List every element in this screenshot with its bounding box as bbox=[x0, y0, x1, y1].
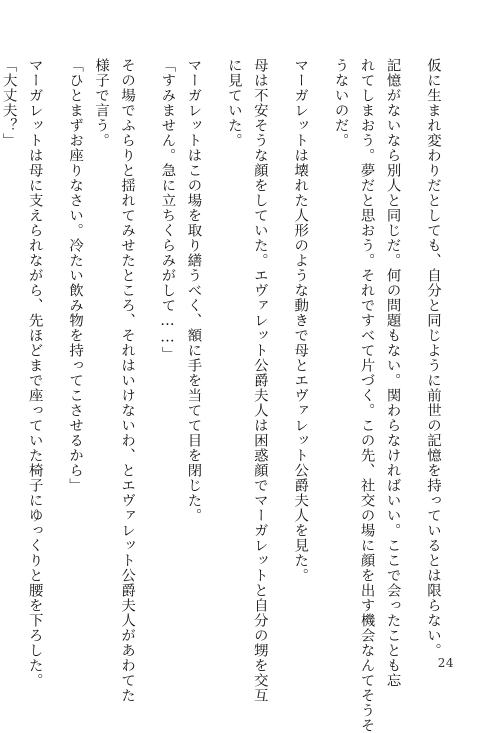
text-line: うないのだ。 bbox=[332, 58, 349, 148]
text-line: 「ひとまずお座りなさい。冷たい飲み物を持ってこさせるから」 bbox=[67, 58, 84, 493]
text-line: 記憶がないなら別人と同じだ。何の問題もない。関わらなければいい。ここで会ったことも忘 bbox=[384, 58, 401, 688]
text-line: マーガレットはこの場を取り繕うべく、額に手を当てて目を閉じた。 bbox=[185, 58, 202, 523]
text-line: マーガレットは壊れた人形のような動きで母とエヴァレット公爵夫人を見た。 bbox=[292, 58, 309, 583]
text-line: 「大丈夫？」 bbox=[0, 58, 17, 148]
page-number: 24 bbox=[437, 656, 454, 670]
text-line: れてしまおう。夢だと思おう。それですべて片づく。この先、社交の場に顔を出す機会なんてそうそ bbox=[358, 58, 375, 733]
text-line: に見ていた。 bbox=[225, 58, 242, 148]
text-line: マーガレットは母に支えられながら、先ほどまで座っていた椅子にゆっくりと腰を下ろした。 bbox=[26, 58, 43, 688]
text-line: その場でふらりと揺れてみせたところ、それはいけないわ、とエヴァレット公爵夫人があわてた bbox=[119, 58, 136, 703]
text-line: 仮に生まれ変わりだとしても、自分と同じように前世の記憶を持っているとは限らない。 bbox=[425, 58, 441, 658]
text-line: 母は不安そうな顔をしていた。エヴァレット公爵夫人は困惑顔でマーガレットと自分の甥を交互 bbox=[251, 58, 268, 703]
text-line: 「すみません。急に立ちくらみがして……」 bbox=[159, 58, 176, 362]
text-line: 様子で言う。 bbox=[93, 58, 110, 148]
